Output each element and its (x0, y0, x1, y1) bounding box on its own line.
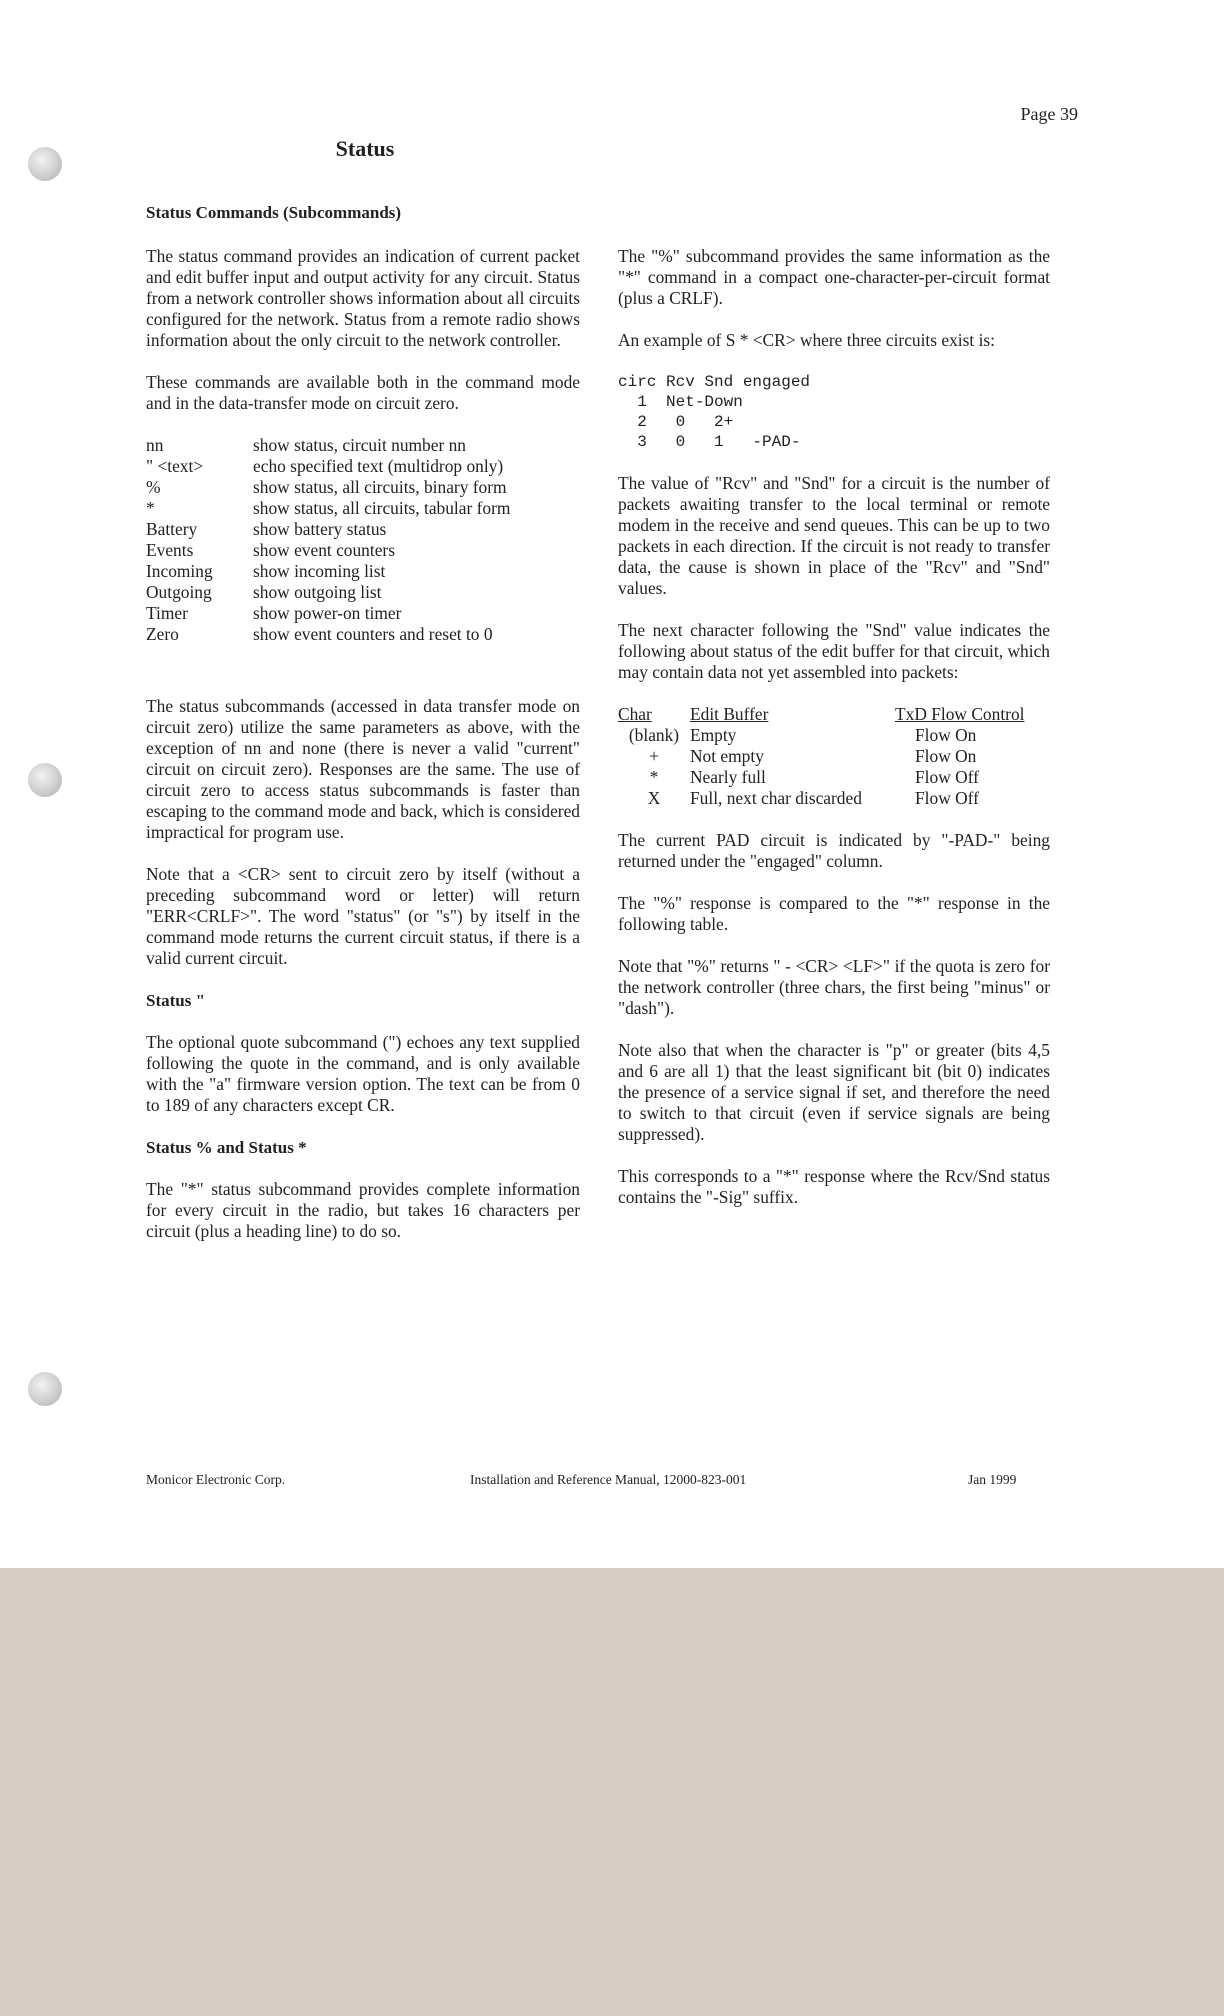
rcv-snd-paragraph: The value of "Rcv" and "Snd" for a circuit is the number of packets awaiting transfer to the local terminal or remote modem in the receive and send queues. This can be up to two packets in each direction. If the circuit is not ready to transfer data, the cause is shown in place of the "Rcv" and "Snd" values. (618, 473, 1050, 598)
table-cell: X (647, 788, 661, 808)
table-header: TxD Flow Control (895, 704, 1025, 724)
table-cell: Nearly full (690, 767, 766, 787)
command-desc: show outgoing list (253, 582, 382, 602)
table-cell: Flow Off (915, 788, 979, 808)
footer-manual: Installation and Reference Manual, 12000-823-001 (470, 1472, 747, 1487)
left-column (146, 246, 580, 1263)
table-cell: Flow On (915, 725, 977, 745)
next-char-paragraph: The next character following the "Snd" value indicates the following about status of the edit buffer for that circuit, which may contain data not yet assembled into packets: (618, 620, 1050, 682)
command-desc: show battery status (253, 519, 387, 539)
footer-date: Jan 1999 (968, 1472, 1017, 1487)
intro-paragraph: The status command provides an indication of current packet and edit buffer input and output activity for any circuit. Status from a network controller shows information about all circuits configured for the network. Status from a remote radio shows information about the only circuit to the network controller. (146, 246, 580, 350)
page-number: Page 39 (1020, 104, 1078, 124)
command-key: Outgoing (146, 582, 212, 602)
command-row (146, 561, 580, 582)
command-desc: show status, circuit number nn (253, 435, 467, 455)
availability-paragraph: These commands are available both in the command mode and in the data-transfer mode on circuit zero. (146, 372, 580, 413)
status-quote-paragraph: The optional quote subcommand (") echoes any text supplied following the quote in the command, and is only available with the "a" firmware version option. The text can be from 0 to 189 of any characters except CR. (146, 1032, 580, 1115)
command-desc: show status, all circuits, binary form (253, 477, 507, 497)
command-row (146, 540, 580, 561)
command-key: Incoming (146, 561, 213, 581)
table-header-row (618, 704, 1024, 725)
note-pct-paragraph: Note that "%" returns " - <CR> <LF>" if the quota is zero for the network controller (three chars, the first being "minus" or "dash"). (618, 956, 1050, 1018)
command-desc: show status, all circuits, tabular form (253, 498, 511, 518)
command-row (146, 582, 580, 603)
section-heading: Status Commands (Subcommands) (146, 203, 402, 222)
note-cr-paragraph: Note that a <CR> sent to circuit zero by itself (without a preceding subcommand word or letter) will return "ERR<CRLF>". The word "status" (or "s") by itself in the command mode returns the current circuit status, if there is a valid current circuit. (146, 864, 580, 968)
status-pct-heading: Status % and Status * (146, 1138, 307, 1157)
table-cell: Flow On (915, 746, 977, 766)
command-key: Events (146, 540, 194, 560)
table-cell: Empty (690, 725, 737, 745)
status-quote-heading: Status " (146, 991, 206, 1010)
command-row (146, 435, 580, 456)
example-paragraph: An example of S * <CR> where three circuits exist is: (618, 330, 996, 350)
command-desc: show event counters (253, 540, 395, 560)
table-row (618, 725, 1024, 746)
binder-hole (28, 763, 62, 797)
table-row (618, 767, 1024, 788)
command-row (146, 477, 580, 498)
edit-buffer-table (618, 704, 1024, 809)
command-row (146, 603, 580, 624)
pad-paragraph: The current PAD circuit is indicated by "-PAD-" being returned under the "engaged" column. (618, 830, 1050, 871)
command-desc: echo specified text (multidrop only) (253, 456, 504, 476)
table-cell: Flow Off (915, 767, 979, 787)
table-row (618, 746, 1024, 767)
right-column (618, 246, 1050, 1229)
command-key: " <text> (146, 456, 204, 476)
binder-hole (28, 1372, 62, 1406)
note-p-paragraph: Note also that when the character is "p" or greater (bits 4,5 and 6 are all 1) that the least significant bit (bit 0) indicates the presence of a service signal if set, and therefore the need to switch to that circuit (even if service signals are being suppressed). (618, 1040, 1050, 1144)
command-row (146, 624, 580, 645)
table-header: Char (618, 704, 652, 724)
compare-paragraph: The "%" response is compared to the "*" response in the following table. (618, 893, 1050, 934)
status-pct-paragraph: The "*" status subcommand provides complete information for every circuit in the radio, but takes 16 characters per circuit (plus a heading line) to do so. (146, 1179, 580, 1241)
page-title: Status (335, 136, 395, 161)
table-cell: Not empty (690, 746, 764, 766)
command-list (146, 435, 580, 645)
pct-paragraph: The "%" subcommand provides the same information as the "*" command in a compact one-character-per-circuit format (plus a CRLF). (618, 246, 1050, 308)
command-desc: show power-on timer (253, 603, 402, 623)
command-row (146, 519, 580, 540)
subcommands-paragraph: The status subcommands (accessed in data transfer mode on circuit zero) utilize the same parameters as above, with the exception of nn and none (there is never a valid "current" circuit on circuit zero). Responses are the same. The use of circuit zero to access status subcommands is faster than escaping to the command mode and back, which is considered impractical for program use. (146, 696, 580, 842)
command-row (146, 456, 580, 477)
command-key: Battery (146, 519, 198, 539)
table-cell: * (649, 767, 659, 787)
table-cell: Full, next char discarded (690, 788, 862, 808)
command-row (146, 498, 580, 519)
table-header: Edit Buffer (690, 704, 769, 724)
command-key: % (146, 477, 161, 497)
table-cell: (blank) (628, 725, 680, 745)
command-key: * (146, 498, 155, 518)
command-desc: show incoming list (253, 561, 386, 581)
corresponds-paragraph: This corresponds to a "*" response where the Rcv/Snd status contains the "-Sig" suffix. (618, 1166, 1050, 1207)
command-key: nn (146, 435, 164, 455)
table-row (618, 788, 1024, 809)
command-key: Zero (146, 624, 179, 644)
command-key: Timer (146, 603, 188, 623)
footer-company: Monicor Electronic Corp. (146, 1472, 286, 1487)
command-desc: show event counters and reset to 0 (253, 624, 493, 644)
example-code: circ Rcv Snd engaged 1 Net-Down 2 0 2+ 3 0 1 -PAD- (618, 373, 811, 451)
table-cell: + (649, 746, 659, 766)
